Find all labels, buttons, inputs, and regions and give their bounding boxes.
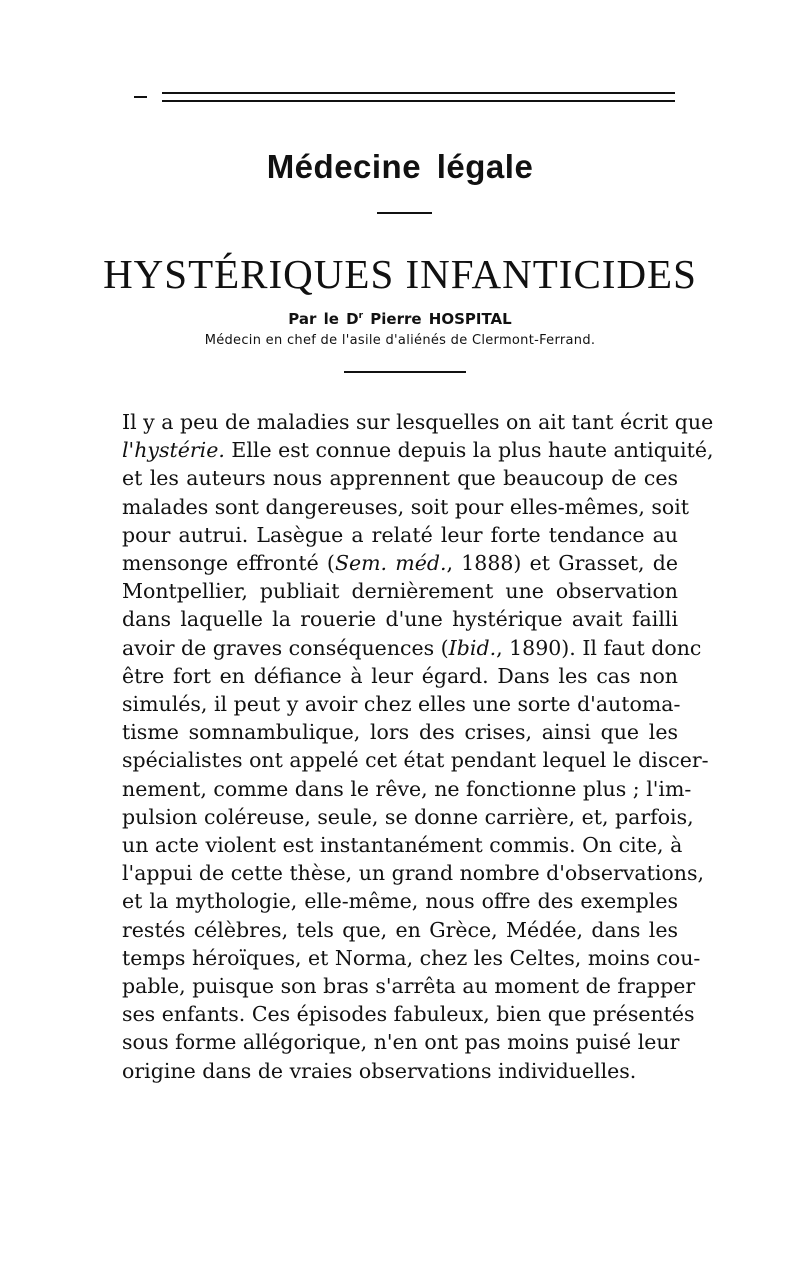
body-line: Montpellier, publiait dernièrement une observation bbox=[122, 579, 678, 604]
body-line: être fort en défiance à leur égard. Dans les cas non bbox=[122, 663, 678, 688]
body-line: sous forme allégorique, n'en ont pas moins puisé leur bbox=[122, 1030, 680, 1055]
top-rule-lower bbox=[162, 100, 675, 102]
top-rule-dash bbox=[134, 96, 147, 98]
section-title: Médecine légale bbox=[266, 148, 534, 185]
byline bbox=[0, 310, 800, 328]
byline-sup: r bbox=[358, 311, 364, 321]
body-line: restés célèbres, tels que, en Grèce, Médée, dans les bbox=[122, 917, 678, 942]
body-line: pable, puisque son bras s'arrêta au moment de frapper bbox=[122, 974, 696, 999]
citation: Ibid. bbox=[448, 635, 497, 660]
body-line: dans laquelle la rouerie d'une hystérique avait failli bbox=[122, 607, 678, 632]
top-rule-upper bbox=[162, 92, 675, 94]
body-line: ses enfants. Ces épisodes fabuleux, bien que présentés bbox=[122, 1002, 695, 1027]
byline-prefix: Par le D bbox=[288, 310, 359, 328]
body-line: nement, comme dans le rêve, ne fonctionne plus ; l'im- bbox=[122, 776, 692, 801]
title-divider bbox=[344, 371, 466, 373]
citation: Sem. méd. bbox=[334, 551, 447, 576]
section-divider bbox=[377, 212, 432, 214]
body-line: un acte violent est instantanément commis. On cite, à bbox=[122, 833, 683, 858]
article-title: HYSTÉRIQUES INFANTICIDES bbox=[103, 251, 697, 297]
body-line: avoir de graves conséquences (Ibid., 1890). Il faut donc bbox=[122, 635, 702, 660]
body-line: pulsion coléreuse, seule, se donne carrière, et, parfois, bbox=[122, 804, 694, 829]
body-line: origine dans de vraies observations individuelles. bbox=[122, 1058, 637, 1083]
body-line: Il y a peu de maladies sur lesquelles on ait tant écrit que bbox=[122, 410, 714, 434]
body-line: l'hystérie. Elle est connue depuis la plus haute antiquité, bbox=[122, 438, 714, 463]
article-body bbox=[122, 408, 714, 1085]
body-line: malades sont dangereuses, soit pour elles-mêmes, soit bbox=[122, 494, 690, 519]
body-line: tisme somnambulique, lors des crises, ainsi que les bbox=[122, 720, 678, 745]
body-line: pour autrui. Lasègue a relaté leur forte tendance au bbox=[122, 522, 678, 547]
italic-term: l'hystérie. bbox=[122, 438, 225, 463]
body-line: temps héroïques, et Norma, chez les Celtes, moins cou- bbox=[122, 945, 701, 970]
body-line: et la mythologie, elle-même, nous offre des exemples bbox=[122, 889, 678, 914]
author-affiliation: Médecin en chef de l'asile d'aliénés de Clermont-Ferrand. bbox=[204, 333, 596, 348]
body-line: simulés, il peut y avoir chez elles une sorte d'automa- bbox=[122, 692, 681, 717]
body-line: spécialistes ont appelé cet état pendant lequel le discer- bbox=[122, 748, 709, 773]
body-line: et les auteurs nous apprennent que beaucoup de ces bbox=[122, 466, 678, 491]
author-name: Pierre HOSPITAL bbox=[363, 310, 512, 328]
body-line: l'appui de cette thèse, un grand nombre d'observations, bbox=[122, 861, 705, 886]
body-line: mensonge effronté (Sem. méd., 1888) et Grasset, de bbox=[122, 551, 678, 576]
